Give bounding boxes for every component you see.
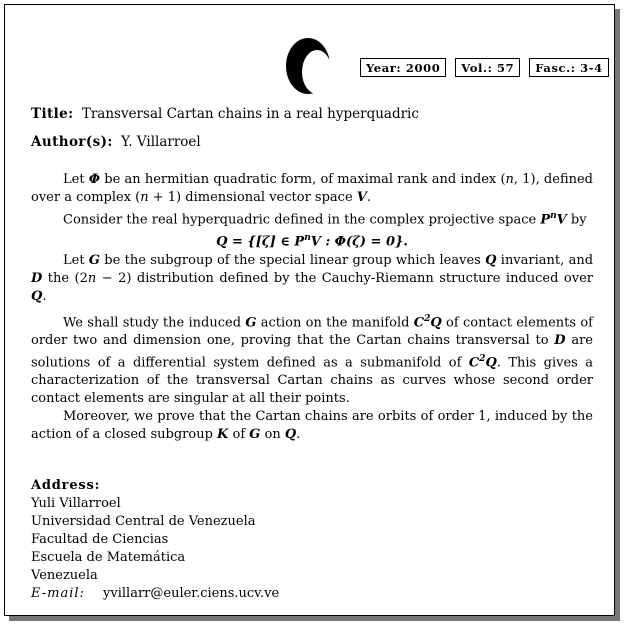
hyperquadric-equation: Q = {[ζ] ∈ $P^nV$ : Φ(ζ) = 0}. bbox=[216, 233, 408, 250]
address-line: Venezuela bbox=[31, 568, 98, 583]
paper-title: Transversal Cartan chains in a real hyperquadric bbox=[81, 106, 419, 122]
address-block bbox=[31, 477, 279, 603]
publication-info bbox=[360, 58, 609, 77]
address-line: Facultad de Ciencias bbox=[31, 532, 169, 547]
email-address[interactable]: yvillarr@euler.ciens.ucv.ve bbox=[103, 586, 280, 601]
abstract-paragraph-1: Let Φ be an hermitian quadratic form, of maximal rank and index (n, 1), defined over a complex (n + 1) dimensional vector space V. bbox=[31, 172, 593, 205]
author-label: Author(s): bbox=[31, 134, 113, 150]
abstract-paragraph-3: Let G be the subgroup of the special linear group which leaves Q invariant, and D the (2n − 2) distribution defined by the Cauchy-Riemann structure induced over Q. bbox=[31, 252, 594, 304]
email-line bbox=[31, 585, 279, 603]
email-label: E-mail: bbox=[31, 586, 85, 601]
fascicle-badge: Fasc.: 3-4 bbox=[529, 58, 609, 77]
address-line: Yuli Villarroel bbox=[31, 496, 121, 511]
address-line: Escuela de Matemática bbox=[31, 550, 186, 565]
year-badge: Year: 2000 bbox=[360, 58, 446, 77]
abstract-paragraph-4: We shall study the induced G action on the manifold $C^2Q$ of contact elements of order two and dimension one, proving that the Cartan chains transversal to D are solutions of a differential system defined as a submanifold of $C^2Q$. This gives a characterization of the transversal Cartan chains as curves whose second order contact elements are singular at all their points. bbox=[31, 313, 593, 407]
address-heading: Address: bbox=[31, 478, 101, 493]
paper-author: Y. Villarroel bbox=[121, 134, 201, 150]
abstract-paragraph-2: Consider the real hyperquadric defined in the complex projective space $P^nV$ by bbox=[63, 211, 587, 228]
volume-badge: Vol.: 57 bbox=[455, 58, 520, 77]
abstract bbox=[31, 171, 593, 444]
title-label: Title: bbox=[31, 106, 74, 122]
abstract-paragraph-5: Moreover, we prove that the Cartan chains are orbits of order 1, induced by the action of a closed subgroup K of G on Q. bbox=[31, 409, 593, 443]
crescent-moon-logo bbox=[284, 37, 332, 95]
author-line bbox=[31, 134, 201, 150]
page-frame bbox=[4, 4, 615, 616]
address-line: Universidad Central de Venezuela bbox=[31, 514, 256, 529]
title-line bbox=[31, 106, 419, 122]
